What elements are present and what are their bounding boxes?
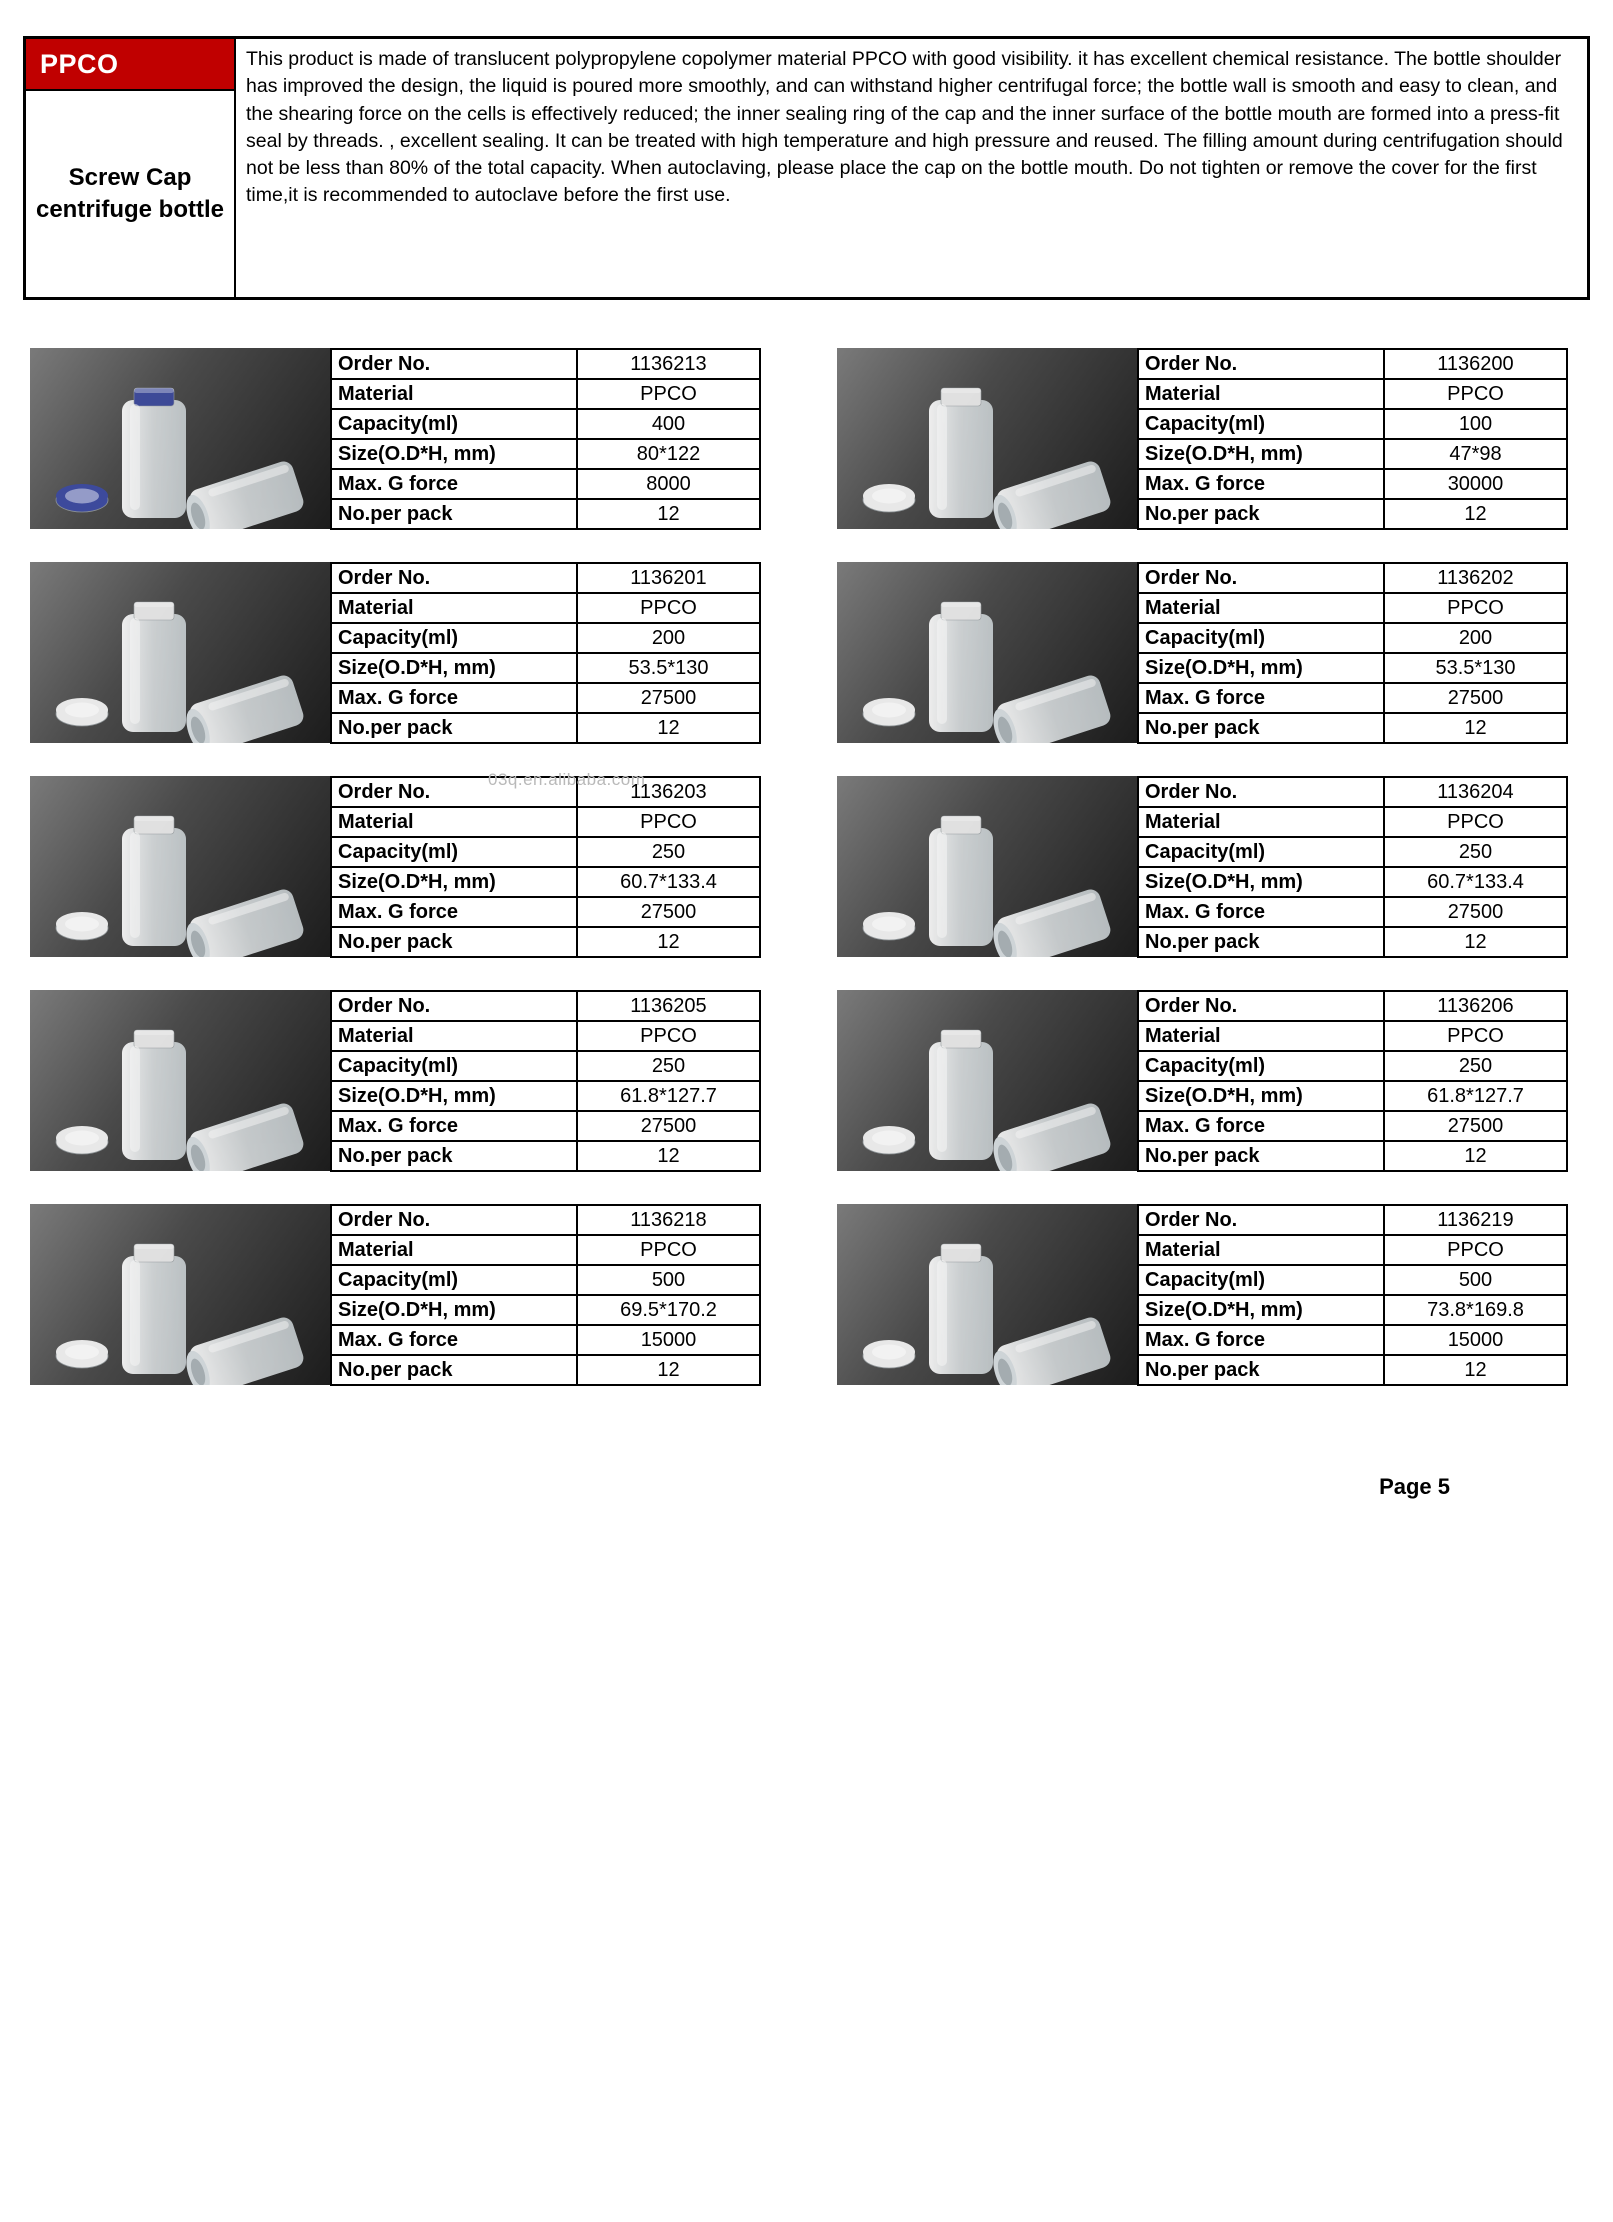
spec-value-size: 47*98 [1384, 439, 1567, 469]
spec-value-capacity: 250 [1384, 837, 1567, 867]
table-row [331, 1235, 760, 1265]
spec-label-capacity: Capacity(ml) [331, 409, 577, 439]
table-row [1138, 469, 1567, 499]
spec-value-size: 61.8*127.7 [577, 1081, 760, 1111]
lying-bottle [988, 887, 1113, 957]
spec-value-order-no: 1136219 [1384, 1205, 1567, 1235]
product-card [837, 1204, 1566, 1386]
spec-label-material: Material [1138, 593, 1384, 623]
spec-value-per-pack: 12 [577, 1355, 760, 1385]
table-row [331, 623, 760, 653]
bottle-illustration [30, 776, 330, 957]
table-row [331, 1355, 760, 1385]
spec-label-per-pack: No.per pack [331, 927, 577, 957]
table-row [1138, 1081, 1567, 1111]
spec-label-order-no: Order No. [1138, 349, 1384, 379]
spec-label-size: Size(O.D*H, mm) [1138, 653, 1384, 683]
table-row [1138, 349, 1567, 379]
table-row [331, 379, 760, 409]
spec-value-size: 53.5*130 [577, 653, 760, 683]
spec-value-capacity: 200 [1384, 623, 1567, 653]
product-photo [30, 776, 330, 957]
lying-bottle [988, 673, 1113, 743]
spec-label-g-force: Max. G force [331, 1325, 577, 1355]
spec-label-material: Material [1138, 1235, 1384, 1265]
spec-value-capacity: 500 [577, 1265, 760, 1295]
product-card [30, 562, 759, 744]
table-row [1138, 713, 1567, 743]
spec-table [330, 562, 761, 744]
spec-table [1137, 990, 1568, 1172]
spec-value-material: PPCO [1384, 807, 1567, 837]
table-row [331, 439, 760, 469]
table-row [1138, 897, 1567, 927]
table-row [1138, 439, 1567, 469]
spec-value-material: PPCO [577, 1021, 760, 1051]
table-row [1138, 593, 1567, 623]
spec-value-order-no: 1136201 [577, 563, 760, 593]
table-row [1138, 1021, 1567, 1051]
bottle-illustration [837, 990, 1137, 1171]
spec-label-size: Size(O.D*H, mm) [331, 867, 577, 897]
table-row [331, 991, 760, 1021]
spec-value-g-force: 15000 [1384, 1325, 1567, 1355]
spec-label-g-force: Max. G force [331, 897, 577, 927]
standing-bottle [122, 1244, 186, 1374]
product-photo [837, 348, 1137, 529]
spec-table [1137, 348, 1568, 530]
spec-value-g-force: 27500 [577, 1111, 760, 1141]
spec-label-g-force: Max. G force [1138, 683, 1384, 713]
table-row [331, 713, 760, 743]
spec-label-capacity: Capacity(ml) [331, 1265, 577, 1295]
product-photo [837, 1204, 1137, 1385]
spec-value-g-force: 15000 [577, 1325, 760, 1355]
spec-label-per-pack: No.per pack [1138, 1355, 1384, 1385]
spec-value-capacity: 250 [577, 837, 760, 867]
bottle-illustration [30, 562, 330, 743]
table-row [331, 1265, 760, 1295]
table-row [331, 349, 760, 379]
table-row [1138, 379, 1567, 409]
spec-label-per-pack: No.per pack [1138, 927, 1384, 957]
spec-value-capacity: 400 [577, 409, 760, 439]
product-grid [30, 348, 1566, 1386]
table-row [331, 807, 760, 837]
product-card [837, 776, 1566, 958]
title-cell [26, 91, 234, 297]
spec-value-size: 69.5*170.2 [577, 1295, 760, 1325]
product-card [837, 348, 1566, 530]
table-row [331, 777, 760, 807]
loose-cap [56, 698, 108, 726]
spec-label-size: Size(O.D*H, mm) [331, 439, 577, 469]
spec-label-material: Material [1138, 807, 1384, 837]
loose-cap [56, 1126, 108, 1154]
brand-bar [26, 39, 234, 91]
spec-label-per-pack: No.per pack [331, 1355, 577, 1385]
spec-value-per-pack: 12 [1384, 1355, 1567, 1385]
bottle-illustration [837, 348, 1137, 529]
table-row [1138, 1265, 1567, 1295]
standing-bottle [122, 816, 186, 946]
spec-value-size: 61.8*127.7 [1384, 1081, 1567, 1111]
lying-bottle [988, 1315, 1113, 1385]
table-row [331, 1205, 760, 1235]
spec-label-per-pack: No.per pack [331, 499, 577, 529]
spec-value-order-no: 1136202 [1384, 563, 1567, 593]
table-row [331, 469, 760, 499]
lying-bottle [181, 673, 306, 743]
table-row [331, 653, 760, 683]
spec-label-order-no: Order No. [331, 777, 577, 807]
spec-value-order-no: 1136218 [577, 1205, 760, 1235]
spec-label-capacity: Capacity(ml) [1138, 837, 1384, 867]
watermark: 03q.en.alibaba.com [488, 770, 646, 789]
spec-value-per-pack: 12 [577, 713, 760, 743]
table-row [331, 927, 760, 957]
spec-label-g-force: Max. G force [1138, 897, 1384, 927]
product-card [30, 348, 759, 530]
spec-table [1137, 1204, 1568, 1386]
table-row [331, 1295, 760, 1325]
spec-value-g-force: 8000 [577, 469, 760, 499]
standing-bottle [929, 816, 993, 946]
spec-label-material: Material [1138, 1021, 1384, 1051]
lying-bottle [988, 459, 1113, 529]
standing-bottle [929, 1244, 993, 1374]
spec-label-material: Material [331, 1021, 577, 1051]
spec-value-size: 60.7*133.4 [1384, 867, 1567, 897]
table-row [331, 1081, 760, 1111]
lying-bottle [181, 887, 306, 957]
lying-bottle [988, 1101, 1113, 1171]
spec-label-order-no: Order No. [331, 349, 577, 379]
spec-value-g-force: 27500 [1384, 683, 1567, 713]
spec-label-capacity: Capacity(ml) [1138, 1051, 1384, 1081]
lying-bottle [181, 1315, 306, 1385]
spec-table [1137, 776, 1568, 958]
spec-label-order-no: Order No. [331, 1205, 577, 1235]
spec-value-order-no: 1136203 [577, 777, 760, 807]
spec-value-per-pack: 12 [1384, 499, 1567, 529]
table-row [331, 409, 760, 439]
bottle-illustration [837, 1204, 1137, 1385]
product-photo [30, 1204, 330, 1385]
spec-label-size: Size(O.D*H, mm) [331, 653, 577, 683]
spec-value-material: PPCO [1384, 1235, 1567, 1265]
spec-label-material: Material [331, 807, 577, 837]
standing-bottle [929, 602, 993, 732]
loose-cap [863, 912, 915, 940]
table-row [1138, 1325, 1567, 1355]
spec-label-g-force: Max. G force [331, 469, 577, 499]
table-row [1138, 683, 1567, 713]
standing-bottle [122, 1030, 186, 1160]
spec-value-per-pack: 12 [1384, 927, 1567, 957]
spec-label-g-force: Max. G force [331, 683, 577, 713]
standing-bottle [929, 1030, 993, 1160]
table-row [1138, 927, 1567, 957]
product-photo [837, 562, 1137, 743]
spec-value-material: PPCO [1384, 593, 1567, 623]
loose-cap [56, 912, 108, 940]
table-row [1138, 499, 1567, 529]
spec-value-capacity: 250 [1384, 1051, 1567, 1081]
spec-label-size: Size(O.D*H, mm) [1138, 867, 1384, 897]
product-card [30, 1204, 759, 1386]
table-row [331, 1051, 760, 1081]
spec-label-per-pack: No.per pack [1138, 1141, 1384, 1171]
table-row [331, 837, 760, 867]
loose-cap [56, 484, 108, 512]
loose-cap [56, 1340, 108, 1368]
spec-label-per-pack: No.per pack [1138, 713, 1384, 743]
loose-cap [863, 698, 915, 726]
spec-value-material: PPCO [577, 593, 760, 623]
bottle-illustration [30, 1204, 330, 1385]
spec-label-material: Material [331, 593, 577, 623]
spec-label-order-no: Order No. [1138, 777, 1384, 807]
table-row [1138, 1355, 1567, 1385]
spec-value-size: 80*122 [577, 439, 760, 469]
spec-label-material: Material [331, 1235, 577, 1265]
loose-cap [863, 484, 915, 512]
lying-bottle [181, 1101, 306, 1171]
spec-label-material: Material [331, 379, 577, 409]
spec-label-per-pack: No.per pack [1138, 499, 1384, 529]
spec-label-capacity: Capacity(ml) [1138, 1265, 1384, 1295]
table-row [1138, 563, 1567, 593]
table-row [1138, 1235, 1567, 1265]
brand-label: PPCO [40, 48, 119, 79]
spec-value-order-no: 1136213 [577, 349, 760, 379]
spec-value-g-force: 27500 [1384, 897, 1567, 927]
spec-table [1137, 562, 1568, 744]
spec-value-order-no: 1136206 [1384, 991, 1567, 1021]
spec-value-per-pack: 12 [577, 499, 760, 529]
spec-table [330, 776, 761, 958]
table-row [1138, 653, 1567, 683]
table-row [331, 1141, 760, 1171]
table-row [1138, 1295, 1567, 1325]
spec-label-capacity: Capacity(ml) [331, 837, 577, 867]
page-number: Page 5 [1379, 1474, 1450, 1499]
spec-value-size: 73.8*169.8 [1384, 1295, 1567, 1325]
product-photo [30, 348, 330, 529]
spec-table [330, 348, 761, 530]
spec-label-g-force: Max. G force [1138, 1325, 1384, 1355]
header-left-cell [26, 39, 236, 297]
table-row [331, 683, 760, 713]
table-row [1138, 991, 1567, 1021]
table-row [331, 499, 760, 529]
spec-value-per-pack: 12 [1384, 713, 1567, 743]
spec-label-size: Size(O.D*H, mm) [1138, 1081, 1384, 1111]
spec-label-capacity: Capacity(ml) [1138, 409, 1384, 439]
table-row [331, 1111, 760, 1141]
spec-value-g-force: 30000 [1384, 469, 1567, 499]
spec-label-g-force: Max. G force [331, 1111, 577, 1141]
product-description: This product is made of translucent polypropylene copolymer material PPCO with good visibility. it has excellent chemical resistance. The bottle shoulder has improved the design, the liquid is poured more smoothly, and can withstand higher centrifugal force; the bottle wall is smooth and easy to clean, and the shearing force on the cells is effectively reduced; the inner sealing ring of the cap and the inner surface of the bottle mouth are formed into a press-fit seal by threads. , excellent sealing. It can be treated with high temperature and high pressure and reused. The filling amount during centrifugation should not be less than 80% of the total capacity. When autoclaving, please place the cap on the bottle mouth. Do not tighten or remove the cover for the first time,it is recommended to autoclave before the first use. [246, 48, 1563, 207]
spec-label-size: Size(O.D*H, mm) [331, 1081, 577, 1111]
table-row [331, 563, 760, 593]
table-row [1138, 1111, 1567, 1141]
table-row [1138, 1205, 1567, 1235]
spec-label-size: Size(O.D*H, mm) [1138, 1295, 1384, 1325]
table-row [1138, 409, 1567, 439]
spec-label-order-no: Order No. [1138, 563, 1384, 593]
loose-cap [863, 1340, 915, 1368]
spec-label-order-no: Order No. [1138, 1205, 1384, 1235]
header [23, 36, 1590, 300]
standing-bottle [122, 388, 186, 518]
bottle-illustration [30, 990, 330, 1171]
spec-value-capacity: 500 [1384, 1265, 1567, 1295]
table-row [1138, 1141, 1567, 1171]
spec-value-per-pack: 12 [577, 927, 760, 957]
spec-value-capacity: 250 [577, 1051, 760, 1081]
table-row [331, 1021, 760, 1051]
spec-label-capacity: Capacity(ml) [331, 1051, 577, 1081]
lying-bottle [181, 459, 306, 529]
spec-label-g-force: Max. G force [1138, 469, 1384, 499]
spec-label-capacity: Capacity(ml) [1138, 623, 1384, 653]
spec-label-material: Material [1138, 379, 1384, 409]
table-row [331, 897, 760, 927]
spec-value-material: PPCO [577, 379, 760, 409]
table-row [331, 1325, 760, 1355]
spec-label-capacity: Capacity(ml) [331, 623, 577, 653]
spec-value-per-pack: 12 [577, 1141, 760, 1171]
table-row [331, 593, 760, 623]
product-card [30, 990, 759, 1172]
standing-bottle [929, 388, 993, 518]
standing-bottle [122, 602, 186, 732]
spec-value-material: PPCO [1384, 379, 1567, 409]
spec-label-per-pack: No.per pack [331, 1141, 577, 1171]
spec-label-size: Size(O.D*H, mm) [331, 1295, 577, 1325]
spec-label-per-pack: No.per pack [331, 713, 577, 743]
spec-value-g-force: 27500 [1384, 1111, 1567, 1141]
spec-value-material: PPCO [577, 1235, 760, 1265]
bottle-illustration [837, 776, 1137, 957]
spec-table [330, 1204, 761, 1386]
spec-label-order-no: Order No. [331, 563, 577, 593]
spec-value-order-no: 1136205 [577, 991, 760, 1021]
spec-table [330, 990, 761, 1172]
product-card [837, 562, 1566, 744]
product-photo [837, 990, 1137, 1171]
table-row [1138, 623, 1567, 653]
loose-cap [863, 1126, 915, 1154]
spec-value-size: 60.7*133.4 [577, 867, 760, 897]
product-card [30, 776, 759, 958]
table-row [1138, 777, 1567, 807]
spec-value-g-force: 27500 [577, 683, 760, 713]
spec-value-material: PPCO [577, 807, 760, 837]
product-photo [30, 990, 330, 1171]
table-row [1138, 867, 1567, 897]
spec-label-g-force: Max. G force [1138, 1111, 1384, 1141]
product-photo [30, 562, 330, 743]
page-title: Screw Cap centrifuge bottle [35, 163, 224, 223]
spec-label-order-no: Order No. [1138, 991, 1384, 1021]
spec-value-order-no: 1136200 [1384, 349, 1567, 379]
spec-value-capacity: 200 [577, 623, 760, 653]
product-photo [837, 776, 1137, 957]
spec-value-order-no: 1136204 [1384, 777, 1567, 807]
spec-value-size: 53.5*130 [1384, 653, 1567, 683]
table-row [1138, 807, 1567, 837]
spec-value-capacity: 100 [1384, 409, 1567, 439]
spec-value-g-force: 27500 [577, 897, 760, 927]
bottle-illustration [837, 562, 1137, 743]
bottle-illustration [30, 348, 330, 529]
spec-label-order-no: Order No. [331, 991, 577, 1021]
product-card [837, 990, 1566, 1172]
table-row [1138, 837, 1567, 867]
table-row [1138, 1051, 1567, 1081]
table-row [331, 867, 760, 897]
spec-value-per-pack: 12 [1384, 1141, 1567, 1171]
spec-label-size: Size(O.D*H, mm) [1138, 439, 1384, 469]
spec-value-material: PPCO [1384, 1021, 1567, 1051]
